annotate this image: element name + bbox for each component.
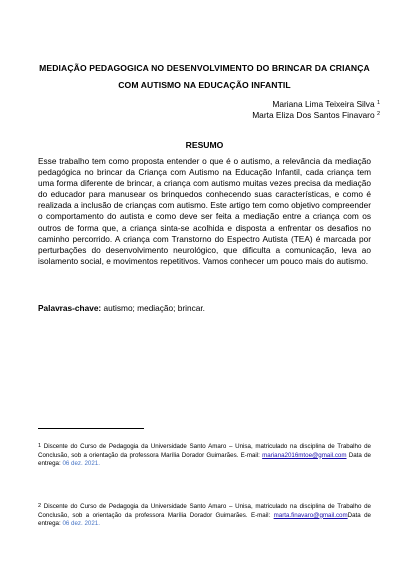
- abstract-heading: RESUMO: [185, 140, 224, 150]
- author-2: [252, 110, 380, 121]
- email-link[interactable]: mariana2016mtoe@gmail.com: [262, 451, 347, 459]
- delivery-date: 06 dez. 2021.: [62, 460, 100, 468]
- date-label: Data de entrega:: [38, 511, 371, 528]
- author-name: Mariana Lima Teixeira Silva: [272, 99, 375, 109]
- footnote-mark: 1: [376, 100, 380, 106]
- keywords-label: Palavras-chave:: [38, 303, 102, 313]
- footnote-text: Discente do Curso de Pedagogia da Universidade Santo Amaro – Unisa, matriculado na disciplina de Trabalho de Conclusão, sob a orientação da professora Marília Dorador Guimarães. E-mail:: [38, 443, 371, 459]
- date-label: Data de entrega:: [38, 451, 371, 468]
- footnote-2: [38, 503, 371, 529]
- footnote-separator: [38, 428, 144, 429]
- footnote-text: Discente do Curso de Pedagogia da Universidade Santo Amaro – Unisa, matriculado na disciplina de Trabalho de Conclusão, sob a orientação da professora Marília Dorador Guimarães. E-mail:: [38, 503, 371, 519]
- keywords-value: autismo; mediação; brincar.: [101, 303, 205, 313]
- paper-title: [30, 60, 379, 94]
- keywords: [38, 303, 205, 313]
- author-1: [252, 99, 380, 110]
- author-list: [252, 99, 380, 121]
- footnote-1: [38, 443, 371, 469]
- email-link[interactable]: marta.finavaro@gmail.com: [273, 511, 348, 519]
- title-line-2: COM AUTISMO NA EDUCAÇÃO INFANTIL: [118, 80, 291, 90]
- author-name: Marta Eliza Dos Santos Finavaro: [252, 110, 375, 120]
- footnote-number: 1: [38, 443, 42, 449]
- delivery-date: 06 dez. 2021.: [62, 520, 100, 528]
- title-line-1: MEDIAÇÃO PEDAGOGICA NO DESENVOLVIMENTO DO BRINCAR DA CRIANÇA: [39, 63, 370, 73]
- footnote-number: 2: [38, 503, 42, 509]
- abstract-body: Esse trabalho tem como proposta entender o que é o autismo, a relevância da mediação pedagógica no brincar da Criança com Autismo na Educação Infantil, cada criança tem uma forma diferente de brincar, a criança com autismo muitas vezes precisa da mediação do educador para manusear os brinquedos conhecendo suas características, e como é realizada a inclusão de crianças com autismo. Este artigo tem como objetivo compreender o comportamento do autista e como deve ser feita a mediação entre a criança com os outros de forma que, a criança sinta-se acolhida e disposta a enfrentar os desafios no caminho percorrido. A criança com Transtorno do Espectro Autista (TEA) é marcada por perturbações do desenvolvimento neurológico, que dificulta a comunicação, leva ao isolamento social, e movimentos repetitivos. Vamos conhecer um pouco mais do autismo.: [38, 156, 371, 266]
- footnote-mark: 2: [376, 111, 380, 117]
